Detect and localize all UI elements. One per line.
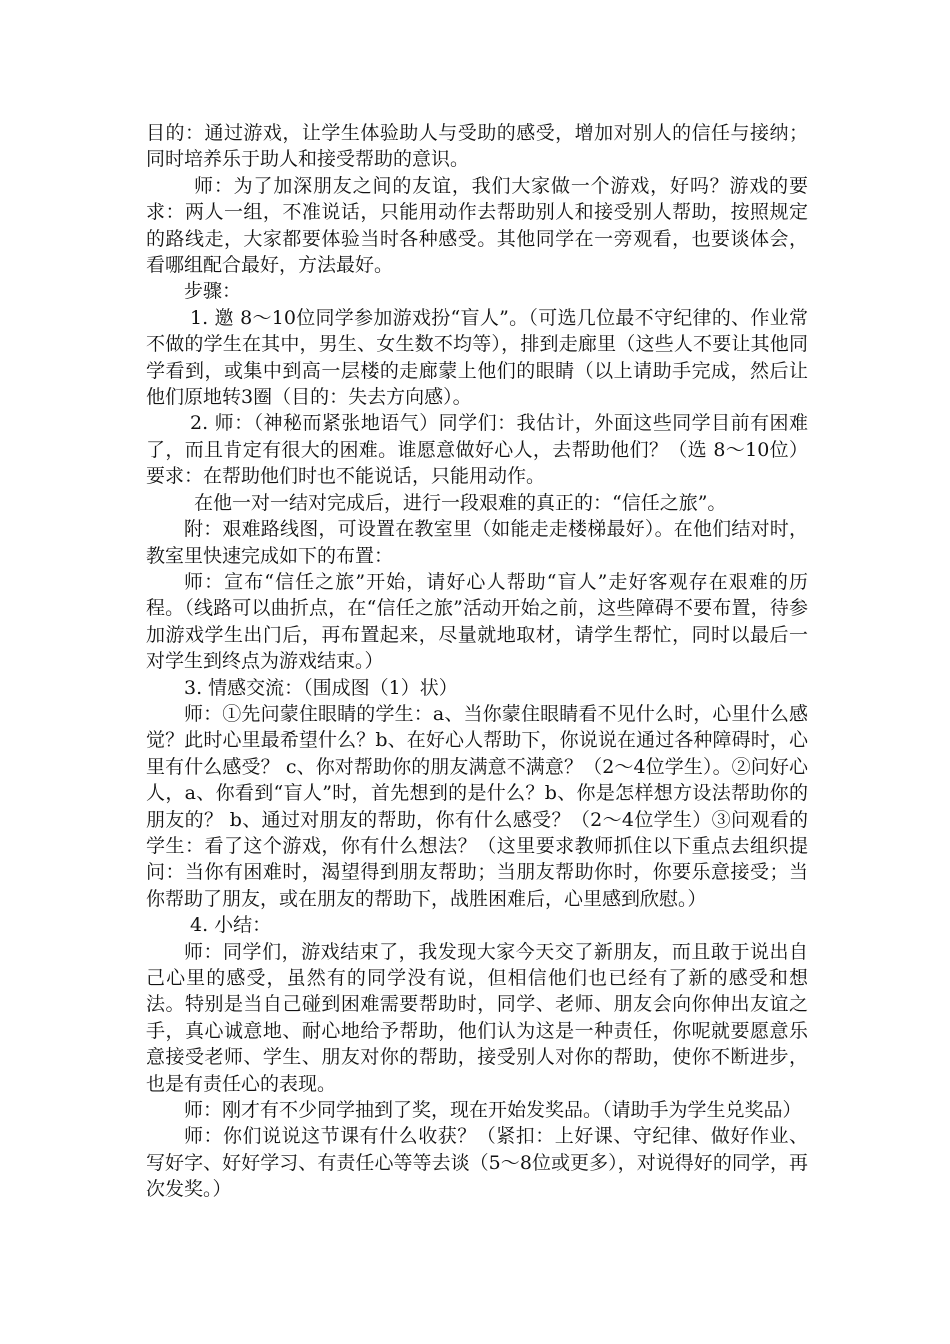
exchange-paragraph: 师：①先问蒙住眼睛的学生：a、当你蒙住眼睛看不见什么时，心里什么感觉？此时心里最希望什么？b、在好心人帮助下，你说说在通过各种障碍时，心里有什么感受？ c、你对帮助你的朋友满意不满意？（2～4位学生）。②问好心人，a、你看到“盲人”时，首先想到的是什么？b、你是怎样想方设法帮助你的朋友的？ b、通过对朋友的帮助，你有什么感受？（2～4位学生）③问观看的学生：看了这个游戏，你有什么想法？（这里要求教师抓住以下重点去组织提问：当你有困难时，渴望得到朋友帮助；当朋友帮助你时，你要乐意接受；当你帮助了朋友，或在朋友的帮助下，战胜困难后，心里感到欣慰。） [146,702,808,910]
steps-heading: 步骤： [184,280,242,303]
prize-paragraph: 师：刚才有不少同学抽到了奖，现在开始发奖品。（请助手为学生兑奖品） [184,1099,802,1122]
announce-paragraph: 师：宣布“信任之旅”开始，请好心人帮助“盲人”走好客观存在艰难的历程。（线路可以曲折点，在“信任之旅”活动开始之前，这些障碍不要布置，待参加游戏学生出门后，再布置起来，尽量就地取材，请学生帮忙，同时以最后一对学生到终点为游戏结束。） [146,570,808,673]
teacher-intro-paragraph: 师：为了加深朋友之间的友谊，我们大家做一个游戏，好吗？游戏的要求：两人一组，不准说话，只能用动作去帮助别人和接受别人帮助，按照规定的路线走，大家都要体验当时各种感受。其他同学在一旁观看，也要谈体会，看哪组配合最好，方法最好。 [146,174,808,277]
appendix-paragraph: 附：艰难路线图，可设置在教室里（如能走走楼梯最好）。在他们结对时，教室里快速完成如下的布置： [146,518,808,567]
step-4-heading: 4. 小结： [190,914,272,937]
step-2-paragraph: 2. 师：（神秘而紧张地语气）同学们：我估计，外面这些同学目前有困难了，而且肯定有很大的困难。谁愿意做好心人，去帮助他们？（选 8～10位）要求：在帮助他们时也不能说话，只能用动作。 [146,412,808,488]
summary-paragraph: 师：同学们，游戏结束了，我发现大家今天交了新朋友，而且敢于说出自己心里的感受，虽然有的同学没有说，但相信他们也已经有了新的感受和想法。特别是当自己碰到困难需要帮助时，同学、老师、朋友会向你伸出友谊之手，真心诚意地、耐心地给予帮助，他们认为这是一种责任，你呢就要愿意乐意接受老师、学生、朋友对你的帮助，接受别人对你的帮助，使你不断进步，也是有责任心的表现。 [146,940,808,1095]
document-body [146,120,808,1203]
purpose-paragraph: 目的：通过游戏，让学生体验助人与受助的感受，增加对别人的信任与接纳；同时培养乐于助人和接受帮助的意识。 [146,122,808,171]
trust-journey-paragraph: 在他一对一结对完成后，进行一段艰难的真正的：“信任之旅”。 [194,491,727,514]
step-3-heading: 3. 情感交流：（围成图（1）状） [184,676,458,699]
step-1-paragraph: 1. 邀 8～10位同学参加游戏扮“盲人”。（可选几位最不守纪律的、作业常不做的学生在其中，男生、女生数不均等），排到走廊里（这些人不要让其他同学看到，或集中到高一层楼的走廊蒙上他们的眼睛（以上请助手完成，然后让他们原地转3圈（目的：失去方向感）。 [146,306,808,409]
harvest-paragraph: 师：你们说说这节课有什么收获？（紧扣：上好课、守纪律、做好作业、写好字、好好学习、有责任心等等去谈（5～8位或更多），对说得好的同学，再次发奖。） [146,1125,808,1201]
